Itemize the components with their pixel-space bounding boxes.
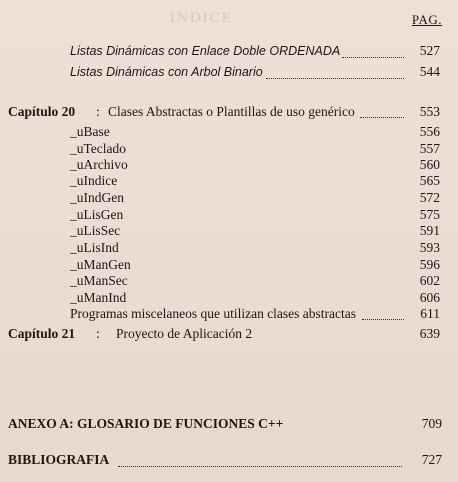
annex-a-page: 709 xyxy=(421,416,442,431)
toc-entry-umanind: _uManInd xyxy=(70,290,127,305)
bibliography-entry: BIBLIOGRAFIA xyxy=(8,452,110,467)
toc-entry-programas-miscelaneos: Programas miscelaneos que utilizan clases abstractas xyxy=(70,306,357,321)
toc-page-527: 527 xyxy=(419,43,440,58)
chapter-21-label: Capítulo 21 xyxy=(8,326,76,341)
chapter-21-page: 639 xyxy=(419,326,440,341)
page-column-header: PAG. xyxy=(411,12,442,27)
toc-entry-uarchivo: _uArchivo xyxy=(70,157,128,172)
dot-leader xyxy=(362,319,404,320)
dot-leader xyxy=(360,117,404,118)
chapter-20-sep: : xyxy=(96,104,100,119)
toc-entry-uteclado: _uTeclado xyxy=(70,141,127,156)
toc-page: 575 xyxy=(419,207,440,222)
chapter-20-page: 553 xyxy=(419,104,440,119)
bleed-through-text: INDICE xyxy=(170,10,233,26)
toc-entry-uindice: _uIndice xyxy=(70,173,118,188)
chapter-21-title: Proyecto de Aplicación 2 xyxy=(116,326,253,341)
toc-entry-ulissec: _uLisSec xyxy=(70,223,121,238)
toc-page: 602 xyxy=(419,273,440,288)
toc-page: 596 xyxy=(419,257,440,272)
toc-page-544: 544 xyxy=(419,64,440,79)
toc-entry-ulisind: _uLisInd xyxy=(70,240,119,255)
toc-entry-umangen: _uManGen xyxy=(70,257,131,272)
toc-entry-enlace-doble: Listas Dinámicas con Enlace Doble ORDENADA xyxy=(70,44,341,58)
toc-page: 593 xyxy=(419,240,440,255)
toc-page: 556 xyxy=(419,124,440,139)
chapter-20-label: Capítulo 20 xyxy=(8,104,76,119)
toc-entry-uindgen: _uIndGen xyxy=(70,190,124,205)
chapter-20-title: Clases Abstractas o Plantillas de uso genérico xyxy=(108,104,355,119)
chapter-21-sep: : xyxy=(96,326,100,341)
toc-entry-ubase: _uBase xyxy=(70,124,110,139)
toc-page: 606 xyxy=(419,290,440,305)
toc-page: 572 xyxy=(419,190,440,205)
toc-entry-arbol-binario: Listas Dinámicas con Arbol Binario xyxy=(70,65,263,79)
bibliography-page: 727 xyxy=(421,452,442,467)
dot-leader xyxy=(342,57,404,58)
toc-page: 560 xyxy=(419,157,440,172)
dot-leader xyxy=(266,78,404,79)
annex-a-entry: ANEXO A: GLOSARIO DE FUNCIONES C++ xyxy=(8,416,284,431)
toc-page: 565 xyxy=(419,173,440,188)
toc-entry-umansec: _uManSec xyxy=(70,273,128,288)
dot-leader xyxy=(118,466,402,467)
toc-page: 591 xyxy=(419,223,440,238)
toc-page: 557 xyxy=(419,141,440,156)
toc-page: 611 xyxy=(420,306,440,321)
toc-entry-ulisgen: _uLisGen xyxy=(70,207,124,222)
